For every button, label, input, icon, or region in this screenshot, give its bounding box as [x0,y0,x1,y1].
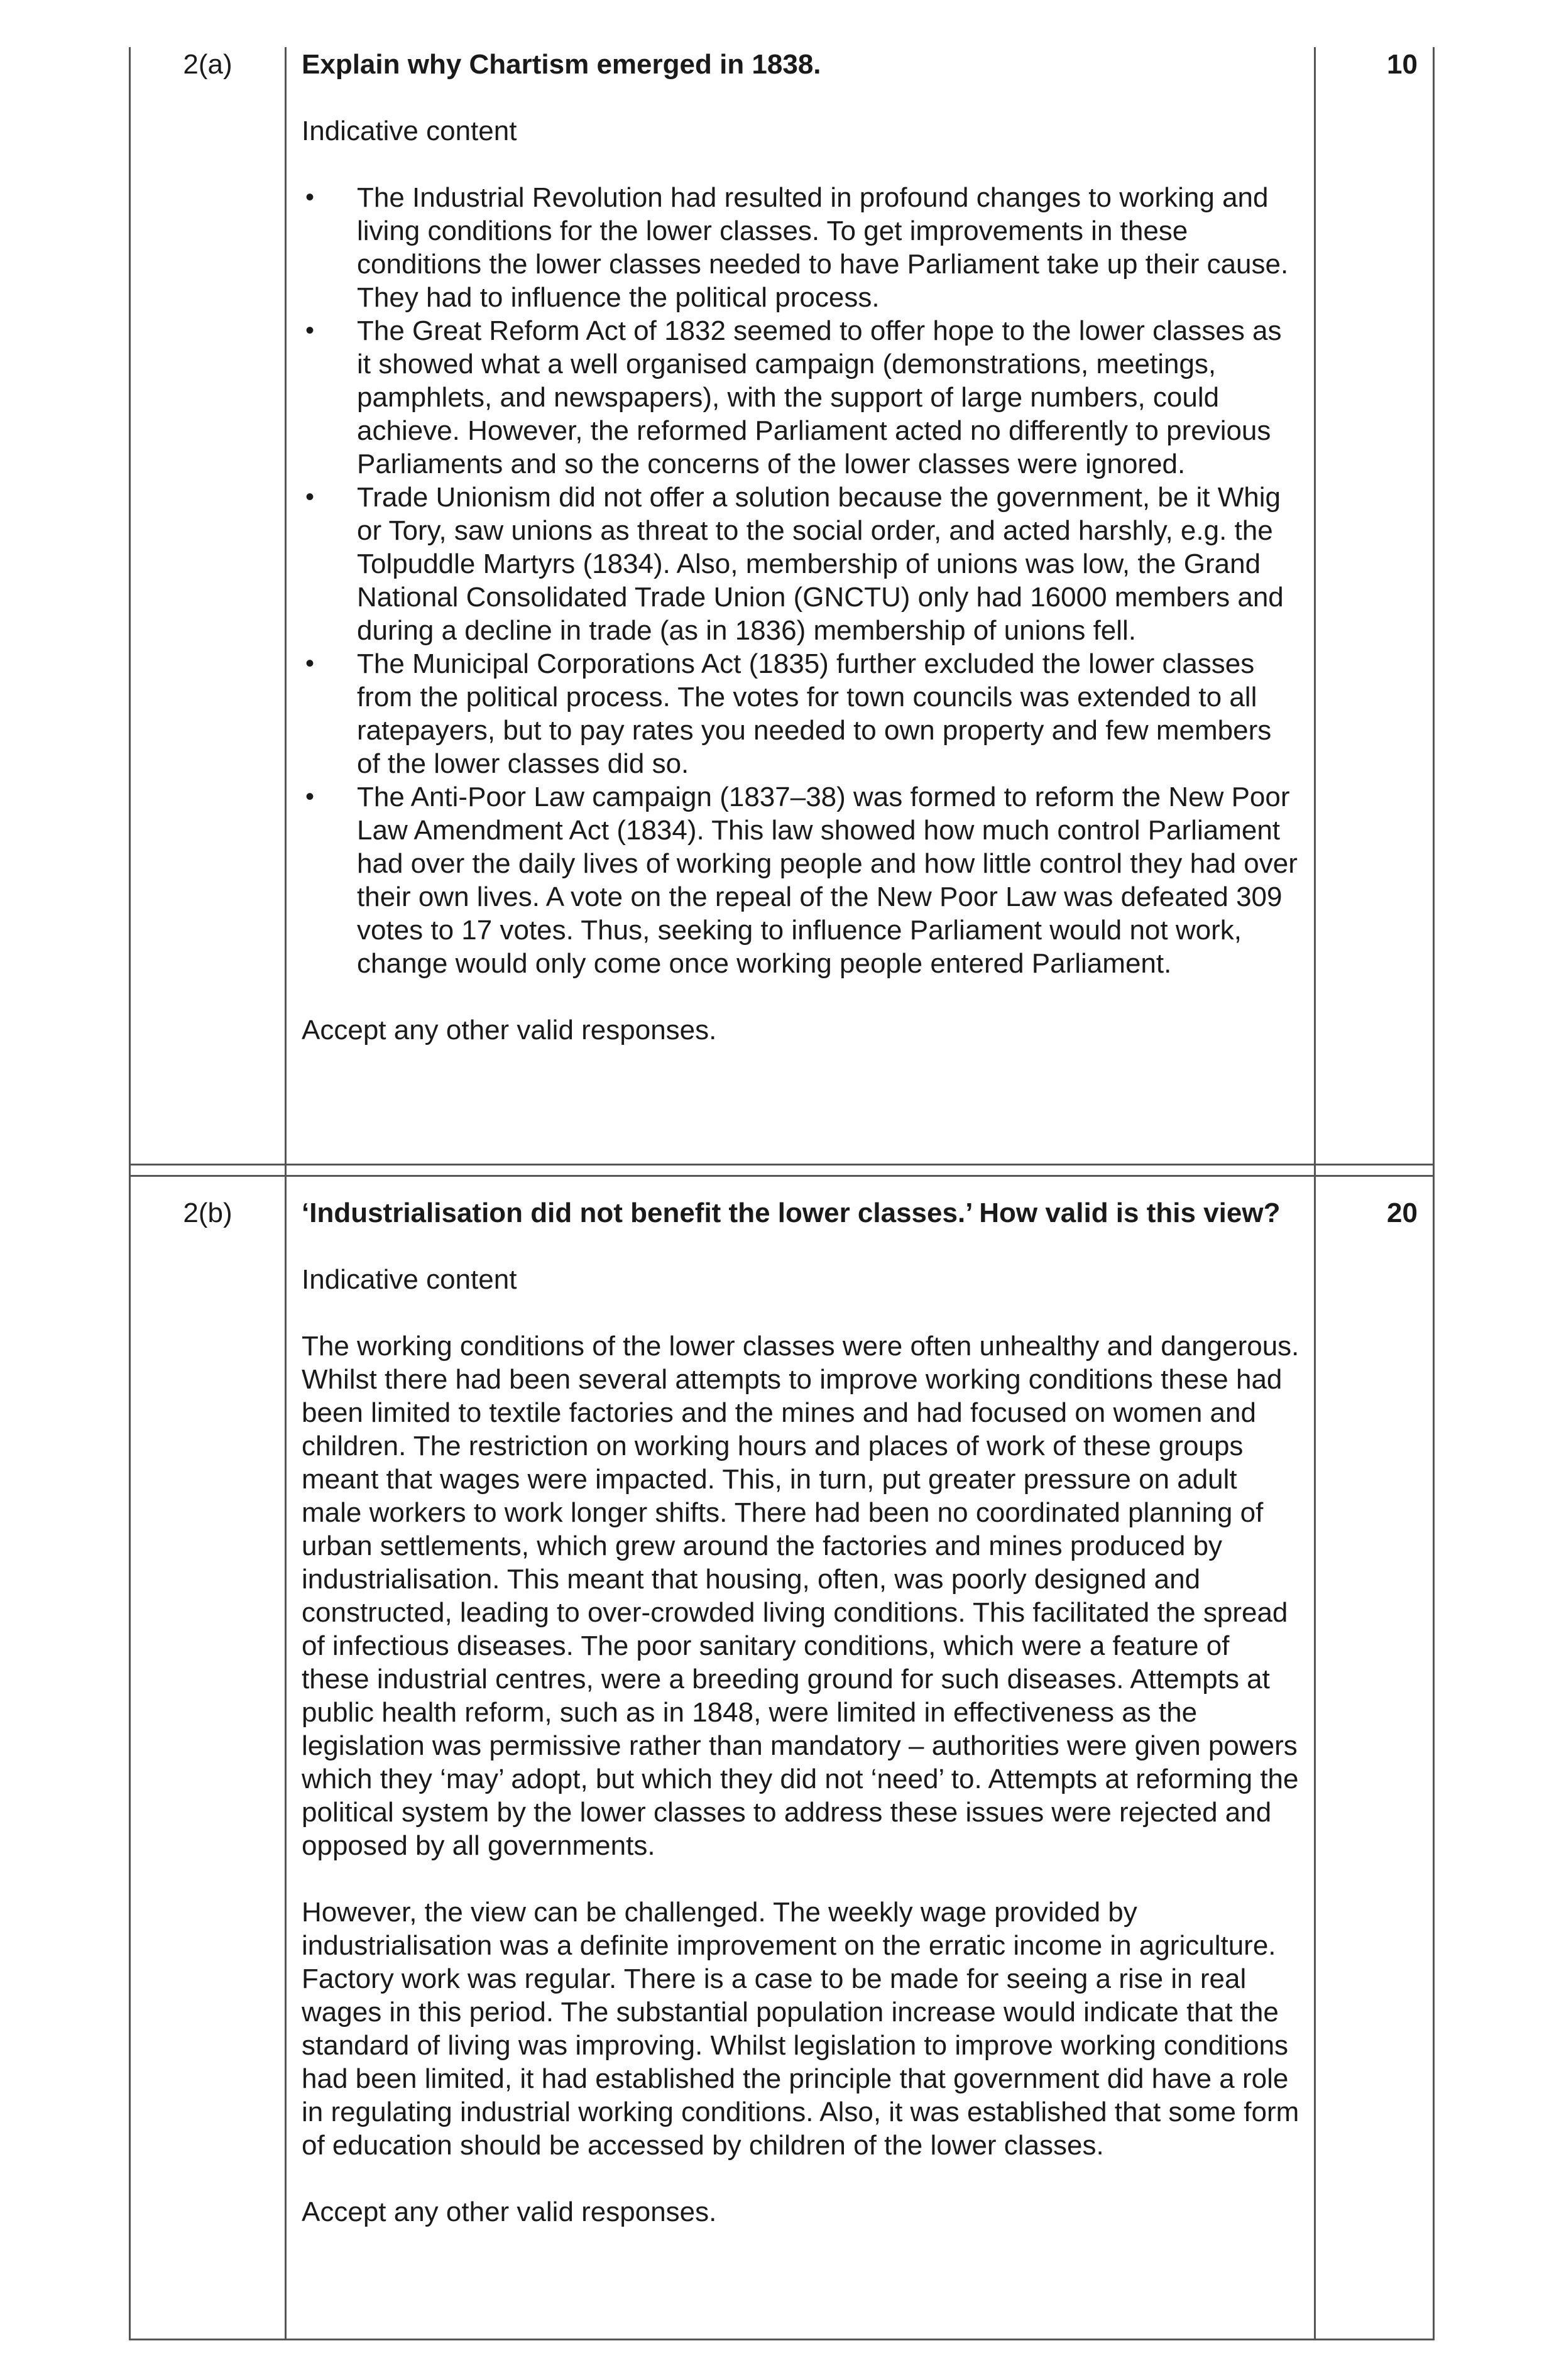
paragraph: The working conditions of the lower classes were often unhealthy and dangerous. Whilst there had been several attempts to improve working conditions these had been limited to textile factories and the mines and had focused on women and children. The restriction on working hours and places of work of these groups meant that wages were impacted. This, in turn, put greater pressure on adult male workers to work longer shifts. There had been no coordinated planning of urban settlements, which grew around the factories and mines produced by industrialisation. This meant that housing, often, was poorly designed and constructed, leading to over-crowded living conditions. This facilitated the spread of infectious diseases. The poor sanitary conditions, which were a feature of these industrial centres, were a breeding ground for such diseases. Attempts at public health reform, such as in 1848, were limited in effectiveness as the legislation was permissive rather than mandatory – authorities were given powers which they ‘may’ adopt, but which they did not ‘need’ to. Attempts at reforming the political system by the lower classes to address these issues were rejected and opposed by all governments. [302,1331,1299,1861]
closing-note: Accept any other valid responses. [302,2197,717,2227]
table-divider-number [285,47,287,2340]
closing-note: Accept any other valid responses. [302,1015,717,1045]
bullet-icon: • [305,783,315,811]
marks-value: 10 [1387,49,1418,80]
list-item-text: The Municipal Corporations Act (1835) further excluded the lower classes from the political process. The votes for town councils was extended to all ratepayers, but to pay rates you needed to own property and few members of the lower classes did so. [357,648,1272,779]
table-border-right [1433,47,1435,2340]
table-border-bottom [129,2339,1435,2340]
bullet-icon: • [305,483,315,511]
question-title: ‘Industrialisation did not benefit the lower classes.’ How valid is this view? [302,1198,1281,1228]
bullet-icon: • [305,650,315,677]
indicative-content-label: Indicative content [302,116,517,146]
list-item [302,780,1301,980]
list-item-text: The Anti-Poor Law campaign (1837–38) was formed to reform the New Poor Law Amendment Act (1834). This law showed how much control Parliament had over the daily lives of working people and how little control they had over their own lives. A vote on the repeal of the New Poor Law was defeated 309 votes to 17 votes. Thus, seeking to influence Parliament would not work, change would only come once working people entered Parliament. [357,782,1298,979]
indicative-content-label: Indicative content [302,1264,517,1295]
question-content [302,1196,1301,2229]
question-content [302,48,1301,1047]
list-item [302,647,1301,780]
table-border-left [129,47,131,2340]
question-number: 2(b) [183,1198,232,1228]
list-item [302,314,1301,481]
row-separator-bottom [129,1175,1435,1177]
bullet-icon: • [305,317,315,344]
list-item-text: The Great Reform Act of 1832 seemed to offer hope to the lower classes as it showed what a well organised campaign (demonstrations, meetings, pamphlets, and newspapers), with the support of large numbers, could achieve. However, the reformed Parliament acted no differently to previous Parliaments and so the concerns of the lower classes were ignored. [357,315,1282,479]
list-item [302,481,1301,647]
list-item [302,181,1301,314]
question-title: Explain why Chartism emerged in 1838. [302,49,821,80]
paragraph: However, the view can be challenged. The weekly wage provided by industrialisation was a definite improvement on the erratic income in agriculture. Factory work was regular. There is a case to be made for seeing a rise in real wages in this period. The substantial population increase would indicate that the standard of living was improving. Whilst legislation to improve working conditions had been limited, it had established the principle that government did have a role in regulating industrial working conditions. Also, it was established that some form of education should be accessed by children of the lower classes. [302,1897,1299,2161]
question-number: 2(a) [183,49,232,80]
bullet-list [302,181,1301,980]
bullet-icon: • [305,183,315,211]
row-separator-top [129,1164,1435,1165]
list-item-text: The Industrial Revolution had resulted in profound changes to working and living conditions for the lower classes. To get improvements in these conditions the lower classes needed to have Parliament take up their cause. They had to influence the political process. [357,182,1289,313]
list-item-text: Trade Unionism did not offer a solution because the government, be it Whig or Tory, saw unions as threat to the social order, and acted harshly, e.g. the Tolpuddle Martyrs (1834). Also, membership of unions was low, the Grand National Consolidated Trade Union (GNCTU) only had 16000 members and during a decline in trade (as in 1836) membership of unions fell. [357,482,1284,646]
table-divider-marks [1314,47,1316,2340]
marks-value: 20 [1387,1198,1418,1228]
